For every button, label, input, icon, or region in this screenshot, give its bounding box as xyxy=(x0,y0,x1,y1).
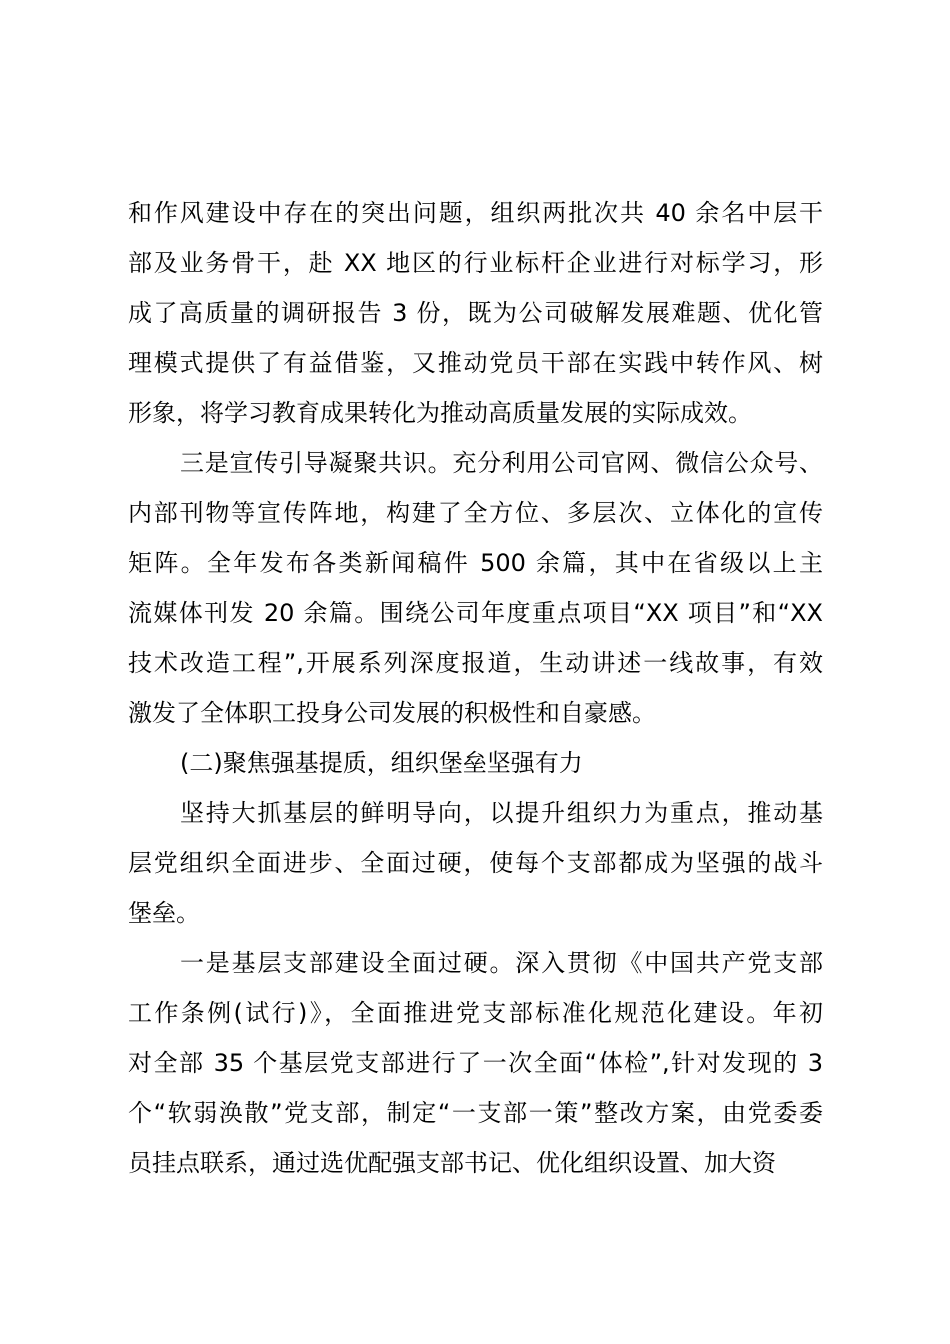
text-line: 流媒体刊发 20 余篇。围绕公司年度重点项目“XX 项目”和“XX xyxy=(128,599,823,627)
text-line: 堡垒。 xyxy=(128,899,200,927)
text-line: 坚持大抓基层的鲜明导向，以提升组织力为重点，推动基 xyxy=(180,799,823,827)
text-line: 工作条例(试行)》，全面推进党支部标准化规范化建设。年初 xyxy=(128,999,823,1027)
paragraph xyxy=(128,788,823,938)
text-line: 层党组织全面进步、全面过硬，使每个支部都成为坚强的战斗 xyxy=(128,849,823,877)
text-line: 激发了全体职工投身公司发展的积极性和自豪感。 xyxy=(128,699,656,727)
text-line: 矩阵。全年发布各类新闻稿件 500 余篇，其中在省级以上主 xyxy=(128,549,823,577)
section-heading xyxy=(128,738,823,788)
text-line: 形象，将学习教育成果转化为推动高质量发展的实际成效。 xyxy=(128,399,752,427)
document-page xyxy=(128,188,823,1188)
paragraph xyxy=(128,438,823,738)
text-line: 技术改造工程”,开展系列深度报道，生动讲述一线故事，有效 xyxy=(128,649,823,677)
text-line: 个“软弱涣散”党支部，制定“一支部一策”整改方案，由党委委 xyxy=(128,1099,823,1127)
text-line: 内部刊物等宣传阵地，构建了全方位、多层次、立体化的宣传 xyxy=(128,499,823,527)
text-line: 三是宣传引导凝聚共识。充分利用公司官网、微信公众号、 xyxy=(180,449,823,477)
text-line: 对全部 35 个基层党支部进行了一次全面“体检”,针对发现的 3 xyxy=(128,1049,823,1077)
paragraph xyxy=(128,938,823,1188)
text-line: 员挂点联系，通过选优配强支部书记、优化组织设置、加大资 xyxy=(128,1149,776,1177)
text-line: 部及业务骨干，赴 XX 地区的行业标杆企业进行对标学习，形 xyxy=(128,249,823,277)
text-line: 一是基层支部建设全面过硬。深入贯彻《中国共产党支部 xyxy=(180,949,823,977)
text-line: 理模式提供了有益借鉴，又推动党员干部在实践中转作风、树 xyxy=(128,349,823,377)
text-line: 和作风建设中存在的突出问题，组织两批次共 40 余名中层干 xyxy=(128,199,823,227)
text-line: (二)聚焦强基提质，组织堡垒坚强有力 xyxy=(180,749,583,777)
paragraph xyxy=(128,188,823,438)
text-line: 成了高质量的调研报告 3 份，既为公司破解发展难题、优化管 xyxy=(128,299,823,327)
